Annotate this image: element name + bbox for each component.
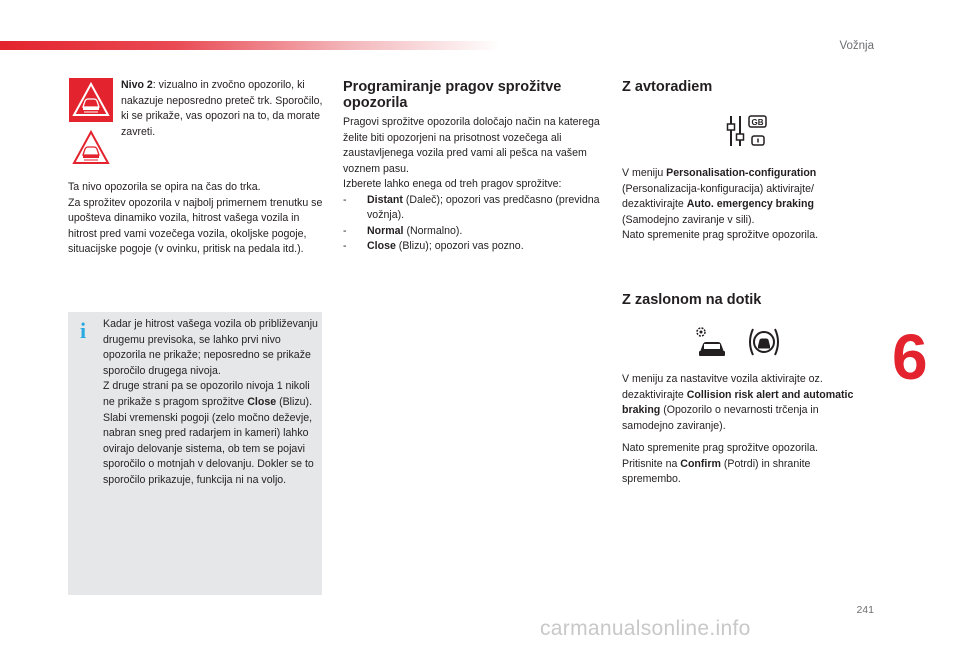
option-name: Collision risk alert and automatic braking [622,388,854,416]
paragraph: Pragovi sprožitve opozorila določajo način na katerega želite biti opozorjeni na prisotnost vozečega ali zaustavljenega vozila pred vami ali pešca na vašem voznem pasu. [343,116,600,175]
paragraph [622,228,862,244]
text-run: (Potrdi) in shranite spremembo. [622,457,811,485]
thresholds-text [343,115,601,255]
paragraph: Ta nivo opozorila se opira na čas do trka. [68,181,261,193]
level-2-label: Nivo 2 [121,79,153,91]
heading-audio-system [622,80,712,96]
page-number: 241 [856,604,874,616]
paragraph [622,457,862,488]
list-dash: - [343,193,347,206]
menu-name: Personalisation-configuration [666,167,817,179]
close-label: Close [367,240,396,252]
heading-text: Z avtoradiem [622,79,713,95]
text-run: (Blizu). [276,395,313,408]
audio-system-text [622,166,862,244]
text-run: (Blizu); opozori vas pozno. [395,240,524,252]
confirm-instructions [622,441,862,488]
list-item [343,193,601,224]
collision-alert-icon [745,323,783,361]
confirm-label: Confirm [680,457,721,470]
text-run: (Opozorilo o nevarnosti trčenja in samodejno zaviranje). [622,404,819,432]
section-title: Vožnja [839,40,874,52]
collision-warning-outline-icon [69,126,113,170]
text-run: Nato spremenite prag sprožitve opozorila. [622,442,819,454]
paragraph [622,372,862,434]
text-run: Nato spremenite prag sprožitve opozorila. [622,229,819,241]
collision-warning-red-icon [69,78,113,122]
close-label: Close [247,395,277,408]
header-accent-bar [0,41,500,50]
text-run: Slabi vremenski pogoji (zelo močno deževje, nabran sneg pred radarjem in kameri) lahko ovirajo delovanje sistema, ob tem se pojavi sporočilo o motnjah v delovanju. Dokler se to sporočilo prikazuje, funkcija ni na voljo. [103,411,314,486]
text-run: V meniju za nastavitve vozila aktivirajte oz. dezaktivirajte [622,373,823,401]
text-run: V meniju [622,167,667,179]
heading-touch-screen [622,293,761,309]
distant-label: Distant [367,193,403,206]
info-paragraph [103,411,318,489]
watermark-text: carmanualsonline.info [540,617,751,640]
heading-text: Z zaslonom na dotik [622,292,762,308]
normal-label: Normal [367,224,404,237]
option-name: Auto. emergency braking [686,198,814,210]
list-item [343,239,601,255]
warning-timing-text [68,180,330,258]
level-2-text: : vizualno in zvočno opozorilo, ki nakazuje neposredno preteč trk. Sporočilo, ki se prikaže, vas opozori na to, da morate zavreti. [121,79,323,138]
heading-thresholds [343,80,593,111]
info-paragraph [103,317,318,379]
vehicle-settings-icon [692,323,728,359]
list-dash: - [343,240,347,252]
paragraph [622,166,862,228]
info-paragraph [103,379,318,410]
paragraph: Za sprožitev opozorila v najbolj primernem trenutku se upošteva dinamiko vozila, hitrost vašega vozila in hitrost pred vami vozečega vozila, okoljske pogoje, situacijske pogoje (v ovinku, pritisk na pedala itd.). [68,196,323,255]
text-run: (Normalno). [403,224,463,237]
text-run: Pritisnite na [622,457,681,470]
touch-screen-text [622,372,862,434]
list-dash: - [343,224,347,237]
settings-gb-icon [725,112,769,152]
text-run: Z druge strani pa se opozorilo nivoja 1 nikoli ne prikaže s pragom sprožitve [103,380,310,408]
info-icon: i [80,318,87,343]
list-item [343,224,601,240]
gb-label: GB [751,118,764,127]
text-run: (Personalizacija-konfiguracija) aktivirajte/ dezaktivirajte [622,182,814,210]
heading-text: Programiranje pragov sprožitve opozorila [343,79,562,111]
info-box [68,312,322,595]
paragraph: Izberete lahko enega od treh pragov sprožitve: [343,178,562,190]
chapter-number: 6 [892,321,928,393]
text-run: (Samodejno zaviranje v sili). [622,213,755,226]
text-run: Kadar je hitrost vašega vozila ob približevanju drugemu previsoka, se lahko prvi nivo opozorila ne prikaže; neposredno se prikaže sporočilo drugega nivoja. [103,318,318,377]
paragraph [622,441,862,457]
text-run: (Daleč); opozori vas predčasno (previdna vožnja). [367,193,600,221]
level-2-description [121,78,326,140]
